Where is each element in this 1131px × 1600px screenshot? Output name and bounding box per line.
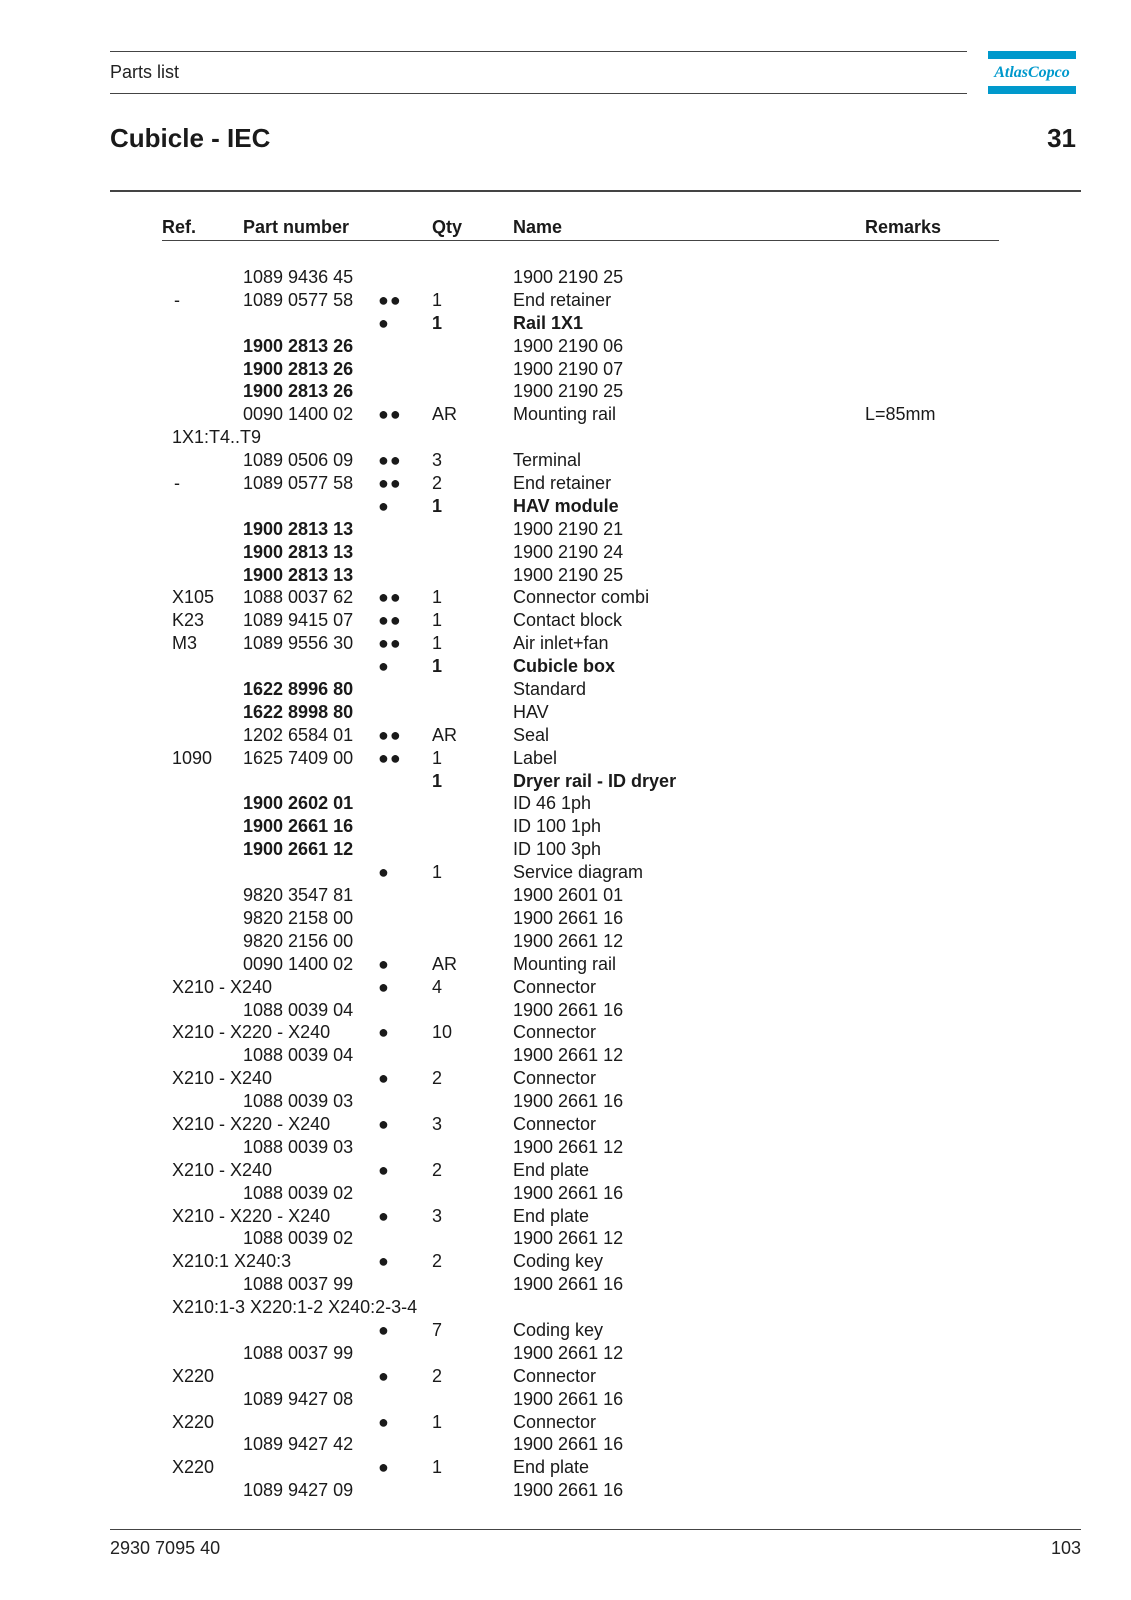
part-number-cell: 1900 2813 13 [243, 564, 354, 585]
part-number-cell: 1622 8996 80 [243, 679, 354, 700]
table-row [0, 632, 1131, 655]
marker-cell: ● [378, 862, 390, 883]
table-row [0, 724, 1131, 747]
name-cell: ID 100 3ph [513, 839, 602, 860]
marker-cell: ● [378, 1205, 390, 1226]
ref-cell: 1090 [172, 747, 213, 768]
qty-cell: 1 [432, 770, 443, 791]
col-header-part-number: Part number [243, 217, 350, 237]
marker-cell: ●● [378, 724, 402, 745]
part-number-cell: 1900 2661 12 [243, 839, 354, 860]
title-rule [110, 190, 1081, 192]
table-row [0, 358, 1131, 381]
footer-page-number: 103 [1050, 1538, 1081, 1558]
marker-cell: ●● [378, 610, 402, 631]
table-row [0, 1388, 1131, 1411]
part-number-cell: 9820 2158 00 [243, 907, 354, 928]
name-cell: 1900 2190 07 [513, 358, 624, 379]
marker-cell: ● [378, 1411, 390, 1432]
marker-cell: ●● [378, 404, 402, 425]
part-number-cell: 1622 8998 80 [243, 701, 354, 722]
logo-bar-bottom [988, 86, 1076, 94]
part-number-cell: 1202 6584 01 [243, 724, 354, 745]
table-row [0, 472, 1131, 495]
name-cell: Standard [513, 679, 587, 700]
table-row [0, 1113, 1131, 1136]
table-row [0, 930, 1131, 953]
table-row [0, 976, 1131, 999]
header-label: Parts list [110, 62, 180, 82]
table-row [0, 1433, 1131, 1456]
ref-cell: X105 [172, 587, 215, 608]
table-row [0, 815, 1131, 838]
name-cell: 1900 2661 12 [513, 930, 624, 951]
part-number-cell: 1088 0039 02 [243, 1228, 354, 1249]
ref-cell: X210:1 X240:3 [172, 1251, 292, 1272]
marker-cell: ● [378, 1365, 390, 1386]
table-row [0, 380, 1131, 403]
name-cell: HAV module [513, 495, 619, 516]
table-row [0, 541, 1131, 564]
table-row [0, 701, 1131, 724]
name-cell: Connector [513, 976, 597, 997]
qty-cell: 1 [432, 656, 443, 677]
logo-bar-top [988, 51, 1076, 59]
ref-cell: - [174, 289, 180, 310]
name-cell: End retainer [513, 473, 612, 494]
table-row [0, 1456, 1131, 1479]
name-cell: 1900 2661 16 [513, 1388, 624, 1409]
name-cell: Coding key [513, 1251, 604, 1272]
part-number-cell: 1900 2813 26 [243, 335, 354, 356]
name-cell: Seal [513, 724, 550, 745]
table-row [0, 1205, 1131, 1228]
col-header-remarks: Remarks [865, 217, 942, 237]
name-cell: 1900 2661 16 [513, 1091, 624, 1112]
marker-cell: ● [378, 656, 390, 677]
table-row [0, 999, 1131, 1022]
table-row [0, 495, 1131, 518]
name-cell: 1900 2661 16 [513, 907, 624, 928]
qty-cell: AR [432, 953, 458, 974]
part-number-cell: 1089 9556 30 [243, 633, 354, 654]
qty-cell: 7 [432, 1319, 443, 1340]
part-number-cell: 1900 2813 13 [243, 541, 354, 562]
name-cell: Connector [513, 1113, 597, 1134]
marker-cell: ● [378, 976, 390, 997]
table-row [0, 1296, 1131, 1319]
marker-cell: ●● [378, 747, 402, 768]
qty-cell: 2 [432, 1068, 443, 1089]
part-number-cell: 1900 2813 13 [243, 518, 354, 539]
qty-cell: 1 [432, 495, 443, 516]
name-cell: HAV [513, 701, 549, 722]
name-cell: End plate [513, 1159, 590, 1180]
marker-cell: ● [378, 312, 390, 333]
part-number-cell: 1900 2602 01 [243, 793, 354, 814]
name-cell: 1900 2661 12 [513, 1342, 624, 1363]
col-header-name: Name [513, 217, 563, 237]
table-row [0, 1159, 1131, 1182]
table-row [0, 335, 1131, 358]
part-number-cell: 1088 0039 03 [243, 1136, 354, 1157]
name-cell: Air inlet+fan [513, 633, 609, 654]
name-cell: Service diagram [513, 862, 644, 883]
header-rule-top [110, 51, 967, 52]
table-row [0, 1227, 1131, 1250]
marker-cell: ● [378, 953, 390, 974]
section-number: 31 [1047, 123, 1076, 153]
ref-cell: X210 - X240 [172, 1068, 273, 1089]
ref-cell: X210 - X220 - X240 [172, 1022, 331, 1043]
name-cell: Contact block [513, 610, 623, 631]
qty-cell: 2 [432, 1365, 443, 1386]
table-row [0, 426, 1131, 449]
part-number-cell: 1900 2813 26 [243, 358, 354, 379]
name-cell: 1900 2190 25 [513, 564, 624, 585]
qty-cell: 2 [432, 1159, 443, 1180]
part-number-cell: 0090 1400 02 [243, 404, 354, 425]
ref-cell: - [174, 473, 180, 494]
qty-cell: 1 [432, 1411, 443, 1432]
ref-cell: X220 [172, 1457, 215, 1478]
name-cell: Connector [513, 1068, 597, 1089]
marker-cell: ●● [378, 450, 402, 471]
part-number-cell: 1088 0037 62 [243, 587, 354, 608]
table-row [0, 1044, 1131, 1067]
qty-cell: 1 [432, 1457, 443, 1478]
marker-cell: ●● [378, 587, 402, 608]
name-cell: Rail 1X1 [513, 312, 584, 333]
name-cell: 1900 2601 01 [513, 885, 624, 906]
name-cell: 1900 2661 16 [513, 1274, 624, 1295]
name-cell: End retainer [513, 289, 612, 310]
name-cell: Coding key [513, 1319, 604, 1340]
ref-cell: X210 - X220 - X240 [172, 1113, 331, 1134]
table-row [0, 1479, 1131, 1502]
table-row [0, 1182, 1131, 1205]
table-row [0, 1365, 1131, 1388]
col-header-qty: Qty [432, 217, 463, 237]
atlas-copco-logo [988, 51, 1076, 94]
table-row [0, 403, 1131, 426]
part-number-cell: 1088 0039 03 [243, 1091, 354, 1112]
logo-text: AtlasCopco [994, 64, 1070, 81]
name-cell: 1900 2190 21 [513, 518, 624, 539]
name-cell: Connector [513, 1411, 597, 1432]
marker-cell: ●● [378, 289, 402, 310]
table-row [0, 1067, 1131, 1090]
qty-cell: 4 [432, 976, 443, 997]
footer-doc-number: 2930 7095 40 [110, 1538, 221, 1558]
table-row [0, 1021, 1131, 1044]
part-number-cell: 1900 2813 26 [243, 381, 354, 402]
table-row [0, 449, 1131, 472]
ref-cell: X210 - X220 - X240 [172, 1205, 331, 1226]
part-number-cell: 9820 2156 00 [243, 930, 354, 951]
qty-cell: 2 [432, 473, 443, 494]
part-number-cell: 1900 2661 16 [243, 816, 354, 837]
footer-rule [110, 1529, 1081, 1530]
table-row [0, 289, 1131, 312]
ref-cell: 1X1:T4..T9 [172, 427, 262, 448]
marker-cell: ● [378, 1457, 390, 1478]
ref-cell: X220 [172, 1365, 215, 1386]
marker-cell: ● [378, 1319, 390, 1340]
marker-cell: ● [378, 1251, 390, 1272]
table-row [0, 1411, 1131, 1434]
table-row [0, 1250, 1131, 1273]
table-row [0, 655, 1131, 678]
table-row [0, 747, 1131, 770]
name-cell: Connector combi [513, 587, 650, 608]
qty-cell: 3 [432, 450, 443, 471]
ref-cell: X220 [172, 1411, 215, 1432]
marker-cell: ●● [378, 633, 402, 654]
name-cell: 1900 2190 06 [513, 335, 624, 356]
part-number-cell: 1089 9427 09 [243, 1480, 354, 1501]
table-row [0, 1090, 1131, 1113]
parts-table [0, 266, 1131, 1502]
qty-cell: 1 [432, 312, 443, 333]
qty-cell: AR [432, 404, 458, 425]
name-cell: Terminal [513, 450, 582, 471]
name-cell: Dryer rail - ID dryer [513, 770, 677, 791]
marker-cell: ● [378, 1068, 390, 1089]
part-number-cell: 0090 1400 02 [243, 953, 354, 974]
qty-cell: AR [432, 724, 458, 745]
part-number-cell: 1088 0039 04 [243, 999, 354, 1020]
name-cell: Mounting rail [513, 953, 617, 974]
table-row [0, 1273, 1131, 1296]
name-cell: End plate [513, 1457, 590, 1478]
qty-cell: 1 [432, 587, 443, 608]
name-cell: Label [513, 747, 558, 768]
ref-cell: X210 - X240 [172, 1159, 273, 1180]
part-number-cell: 9820 3547 81 [243, 885, 354, 906]
table-row [0, 1319, 1131, 1342]
name-cell: Mounting rail [513, 404, 617, 425]
table-row [0, 884, 1131, 907]
name-cell: Cubicle box [513, 656, 616, 677]
name-cell: Connector [513, 1365, 597, 1386]
part-number-cell: 1089 9427 08 [243, 1388, 354, 1409]
part-number-cell: 1089 0506 09 [243, 450, 354, 471]
part-number-cell: 1089 0577 58 [243, 473, 354, 494]
name-cell: ID 100 1ph [513, 816, 602, 837]
qty-cell: 2 [432, 1251, 443, 1272]
name-cell: 1900 2190 24 [513, 541, 624, 562]
table-row [0, 266, 1131, 289]
name-cell: 1900 2661 12 [513, 1045, 624, 1066]
qty-cell: 1 [432, 610, 443, 631]
ref-cell: M3 [172, 633, 198, 654]
part-number-cell: 1089 9415 07 [243, 610, 354, 631]
table-row [0, 1342, 1131, 1365]
ref-cell: X210:1-3 X220:1-2 X240:2-3-4 [172, 1297, 418, 1318]
qty-cell: 1 [432, 747, 443, 768]
name-cell: 1900 2661 12 [513, 1228, 624, 1249]
marker-cell: ● [378, 1113, 390, 1134]
part-number-cell: 1089 0577 58 [243, 289, 354, 310]
ref-cell: K23 [172, 610, 205, 631]
marker-cell: ●● [378, 473, 402, 494]
table-row [0, 792, 1131, 815]
part-number-cell: 1089 9436 45 [243, 267, 354, 287]
name-cell: End plate [513, 1205, 590, 1226]
table-row [0, 1136, 1131, 1159]
part-number-cell: 1089 9427 42 [243, 1434, 354, 1455]
name-cell: 1900 2661 16 [513, 999, 624, 1020]
part-number-cell: 1088 0037 99 [243, 1342, 354, 1363]
table-row [0, 770, 1131, 793]
part-number-cell: 1088 0039 04 [243, 1045, 354, 1066]
table-row [0, 518, 1131, 541]
table-row [0, 953, 1131, 976]
table-row [0, 861, 1131, 884]
remarks-cell: L=85mm [865, 404, 936, 425]
name-cell: 1900 2661 16 [513, 1434, 624, 1455]
name-cell: 1900 2190 25 [513, 381, 624, 402]
table-row [0, 312, 1131, 335]
marker-cell: ● [378, 1159, 390, 1180]
part-number-cell: 1625 7409 00 [243, 747, 354, 768]
table-row [0, 586, 1131, 609]
table-row [0, 678, 1131, 701]
qty-cell: 3 [432, 1205, 443, 1226]
ref-cell: X210 - X240 [172, 976, 273, 997]
marker-cell: ● [378, 1022, 390, 1043]
qty-cell: 1 [432, 633, 443, 654]
name-cell: 1900 2190 25 [513, 267, 624, 287]
page-title: Cubicle - IEC [110, 123, 271, 153]
name-cell: ID 46 1ph [513, 793, 592, 814]
table-row [0, 838, 1131, 861]
column-header-rule [162, 240, 999, 241]
table-row [0, 907, 1131, 930]
table-row [0, 609, 1131, 632]
marker-cell: ● [378, 495, 390, 516]
name-cell: 1900 2661 16 [513, 1480, 624, 1501]
qty-cell: 3 [432, 1113, 443, 1134]
qty-cell: 1 [432, 289, 443, 310]
qty-cell: 10 [432, 1022, 453, 1043]
header-rule-bottom [110, 93, 967, 94]
col-header-ref: Ref. [162, 217, 197, 237]
name-cell: 1900 2661 16 [513, 1182, 624, 1203]
part-number-cell: 1088 0039 02 [243, 1182, 354, 1203]
name-cell: 1900 2661 12 [513, 1136, 624, 1157]
table-row [0, 564, 1131, 587]
qty-cell: 1 [432, 862, 443, 883]
name-cell: Connector [513, 1022, 597, 1043]
part-number-cell: 1088 0037 99 [243, 1274, 354, 1295]
